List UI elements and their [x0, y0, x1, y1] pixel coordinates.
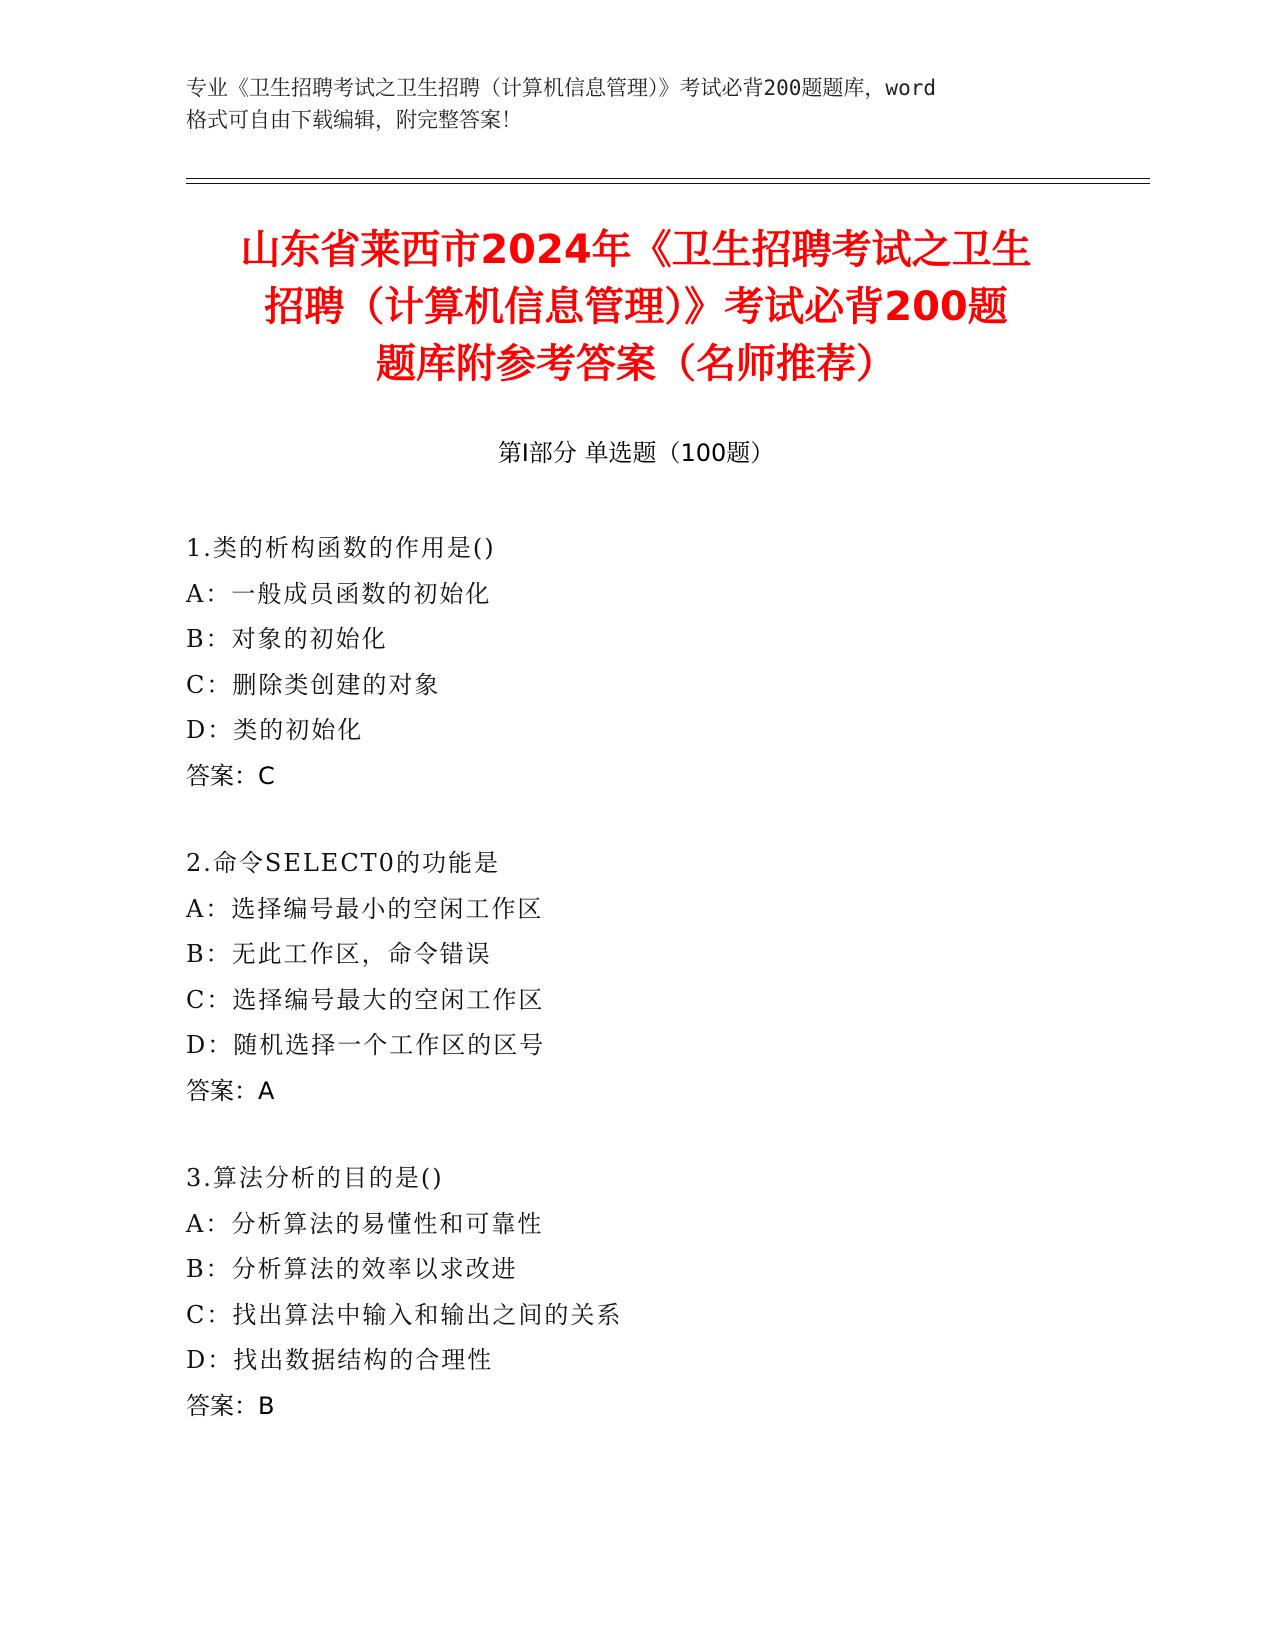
question-list [186, 526, 1086, 1471]
answer: 答案：B [186, 1391, 275, 1420]
section-title: 第Ⅰ部分 单选题（100题） [497, 439, 775, 467]
question-2 [186, 841, 1086, 1114]
question-stem: 1.类的析构函数的作用是() [186, 534, 496, 562]
question-3 [186, 1156, 1086, 1429]
option-b: B：分析算法的效率以求改进 [186, 1255, 518, 1283]
answer: 答案：A [186, 1076, 275, 1105]
option-d: D：类的初始化 [186, 716, 364, 744]
option-b: B：无此工作区，命令错误 [186, 940, 492, 968]
header-note [186, 72, 1086, 136]
option-a: A：分析算法的易懂性和可靠性 [186, 1209, 544, 1238]
question-1 [186, 526, 1086, 799]
header-divider-top [186, 178, 1150, 179]
option-a: A：选择编号最小的空闲工作区 [186, 894, 544, 923]
question-stem: 2.命令SELECT0的功能是 [186, 849, 500, 877]
document-title-line-1: 山东省莱西市2024年《卫生招聘考试之卫生 [240, 227, 1032, 273]
header-note-line-1: 专业《卫生招聘考试之卫生招聘（计算机信息管理）》考试必背200题题库，word [186, 76, 936, 100]
option-c: C：选择编号最大的空闲工作区 [186, 985, 545, 1014]
document-title-line-3: 题库附参考答案（名师推荐） [376, 341, 896, 387]
header-note-line-2: 格式可自由下载编辑，附完整答案！ [186, 108, 522, 132]
header-divider-bottom [186, 183, 1150, 184]
document-title-line-2: 招聘（计算机信息管理）》考试必背200题 [264, 284, 1008, 330]
question-stem: 3.算法分析的目的是() [186, 1164, 444, 1192]
answer: 答案：C [186, 761, 275, 790]
option-a: A：一般成员函数的初始化 [186, 579, 492, 608]
option-c: C：删除类创建的对象 [186, 670, 441, 699]
option-d: D：随机选择一个工作区的区号 [186, 1031, 546, 1059]
option-d: D：找出数据结构的合理性 [186, 1346, 494, 1374]
document-title [186, 222, 1086, 393]
option-b: B：对象的初始化 [186, 625, 388, 653]
option-c: C：找出算法中输入和输出之间的关系 [186, 1300, 623, 1329]
